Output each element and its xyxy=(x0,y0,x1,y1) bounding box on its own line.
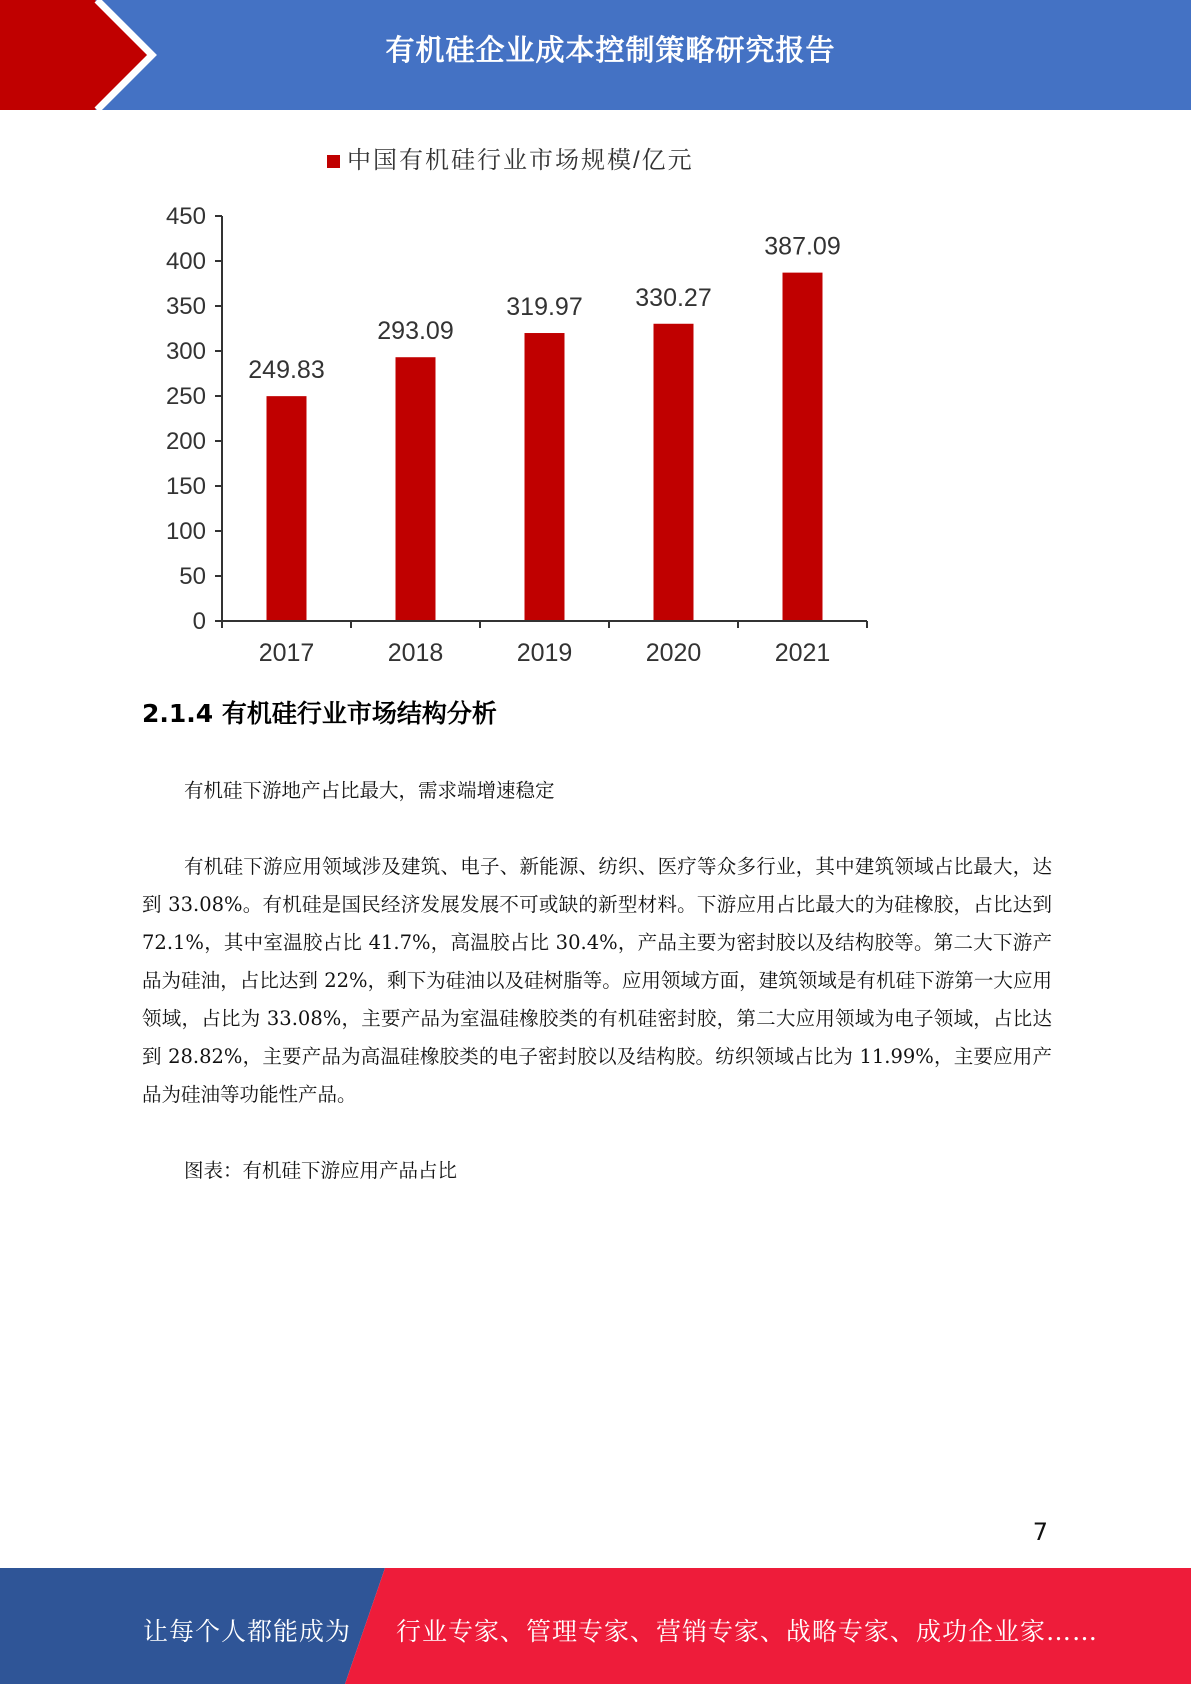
data-label-2021: 387.09 xyxy=(764,232,841,261)
header-banner xyxy=(0,0,1191,110)
x-tick-label: 2017 xyxy=(258,639,315,667)
y-tick-label: 50 xyxy=(179,563,206,590)
market-size-bar-chart xyxy=(130,135,890,675)
bar-2019 xyxy=(525,333,565,621)
data-label-2018: 293.09 xyxy=(377,317,454,346)
section-subtitle: 有机硅下游地产占比最大，需求端增速稳定 xyxy=(184,779,555,802)
data-label-2020: 330.27 xyxy=(635,283,712,312)
y-tick-label: 400 xyxy=(165,248,206,275)
legend-swatch xyxy=(327,155,340,168)
x-tick-label: 2018 xyxy=(387,639,444,667)
body-paragraph: 有机硅下游应用领域涉及建筑、电子、新能源、纺织、医疗等众多行业，其中建筑领域占比最大，达到 33.08%。有机硅是国民经济发展发展不可或缺的新型材料。下游应用占比最大的为硅橡胶，占比达到 72.1%，其中室温胶占比 41.7%，高温胶占比 30.4%，产品主要为密封胶以及结构胶等。第二大下游产品为硅油，占比达到 22%，剩下为硅油以及硅树脂等。应用领域方面，建筑领域是有机硅下游第一大应用领域，占比为 33.08%，主要产品为室温硅橡胶类的有机硅密封胶，第二大应用领域为电子领域，占比达到 28.82%，主要产品为高温硅橡胶类的电子密封胶以及结构胶。纺织领域占比为 11.99%，主要应用产品为硅油等功能性产品。 xyxy=(142,855,1052,1106)
page-number: 7 xyxy=(1032,1518,1048,1546)
footer-slogan-left: 让每个人都能成为 xyxy=(143,1617,352,1646)
y-tick-label: 250 xyxy=(165,383,206,410)
x-tick-label: 2019 xyxy=(516,639,573,667)
y-tick-label: 200 xyxy=(165,428,206,455)
y-tick-label: 450 xyxy=(165,203,206,230)
figure-caption: 图表：有机硅下游应用产品占比 xyxy=(184,1159,458,1182)
x-tick-label: 2020 xyxy=(645,639,702,667)
y-tick-label: 350 xyxy=(165,293,206,320)
chart-legend xyxy=(327,147,694,174)
bar-2020 xyxy=(654,324,694,621)
y-tick-label: 150 xyxy=(165,473,206,500)
bar-2021 xyxy=(783,273,823,621)
data-label-2019: 319.97 xyxy=(506,293,583,322)
x-tick-label: 2021 xyxy=(774,639,831,667)
y-tick-label: 300 xyxy=(165,338,206,365)
section-heading: 2.1.4 有机硅行业市场结构分析 xyxy=(142,699,497,728)
report-title: 有机硅企业成本控制策略研究报告 xyxy=(385,33,836,67)
legend-label: 中国有机硅行业市场规模/亿元 xyxy=(347,147,694,174)
bar-2017 xyxy=(267,396,307,621)
y-axis xyxy=(166,203,222,635)
y-tick-label: 0 xyxy=(192,608,206,635)
footer-slogan-right: 行业专家、管理专家、营销专家、战略专家、成功企业家…… xyxy=(396,1617,1099,1646)
x-axis xyxy=(222,621,867,667)
bars xyxy=(248,233,840,621)
y-tick-label: 100 xyxy=(165,518,206,545)
bar-2018 xyxy=(396,357,436,621)
data-label-2017: 249.83 xyxy=(248,356,325,385)
